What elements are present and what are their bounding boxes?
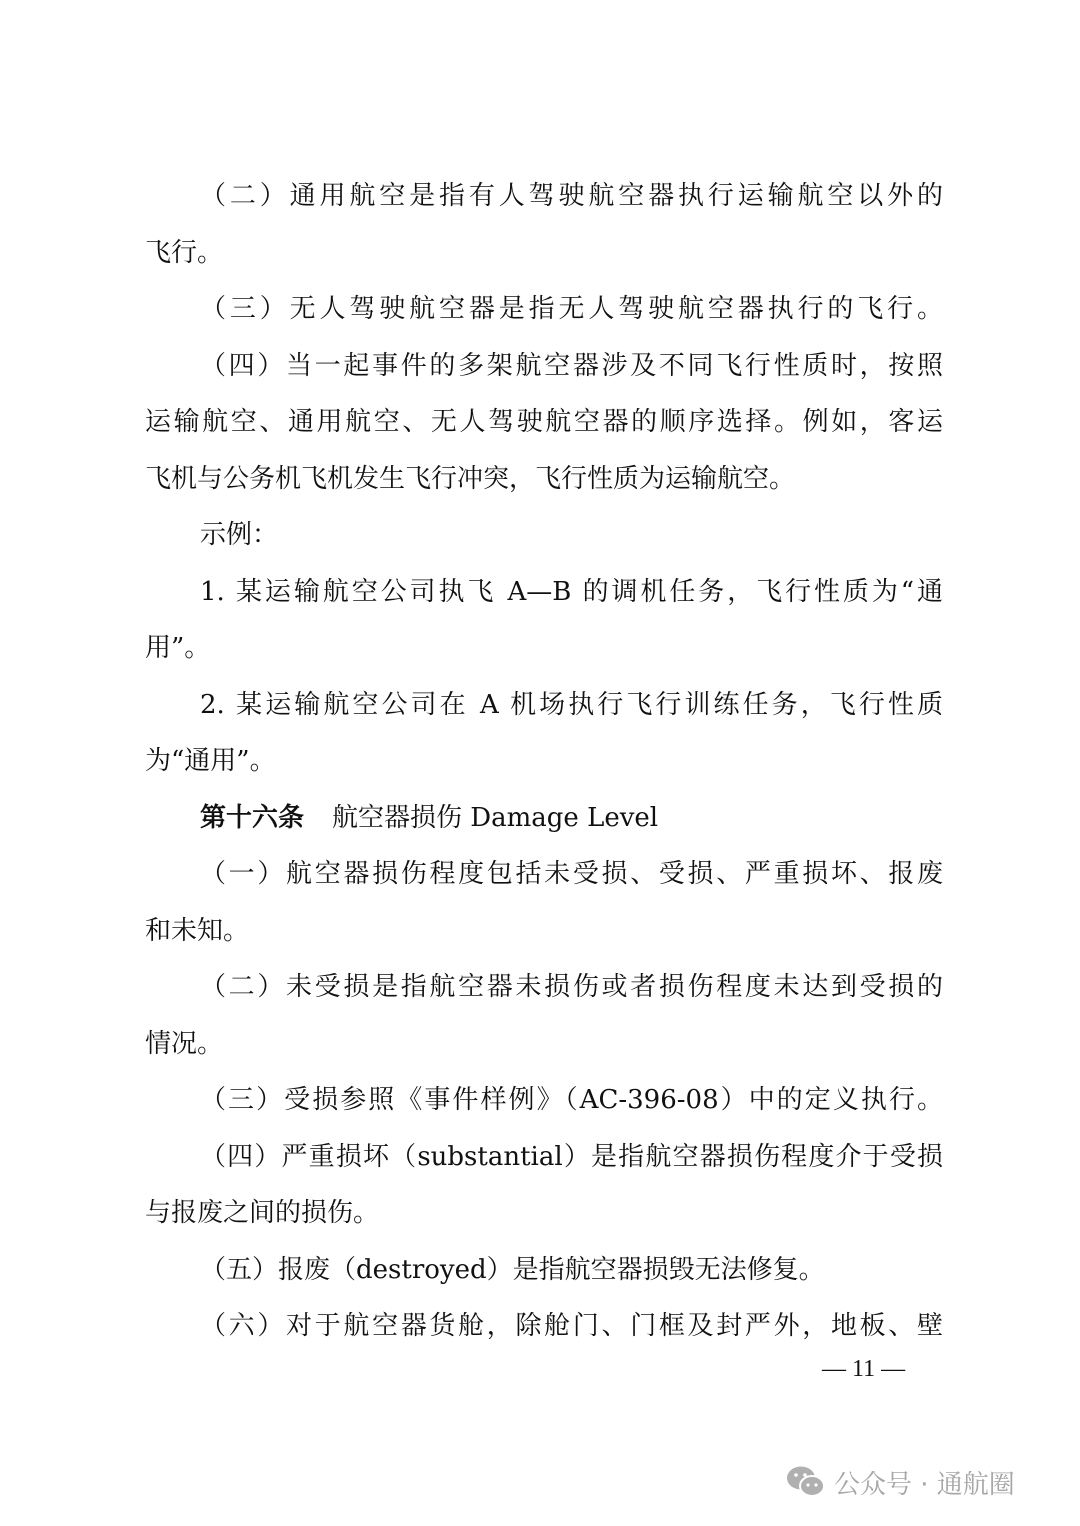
text-line: （六）对于航空器货舱，除舱门、门框及封严外，地板、壁 <box>200 1311 943 1341</box>
text-line: 运输航空、通用航空、无人驾驶航空器的顺序选择。例如，客运 <box>145 407 943 437</box>
wechat-icon <box>786 1465 826 1499</box>
text-line: （二）通用航空是指有人驾驶航空器执行运输航空以外的 <box>200 181 943 211</box>
text-line: 1. 某运输航空公司执飞 A—B 的调机任务，飞行性质为“通 <box>200 576 943 607</box>
text-line: 为“通用”。 <box>145 746 276 776</box>
text-line: 用”。 <box>145 633 211 663</box>
text-line: 与报废之间的损伤。 <box>145 1198 380 1228</box>
text-line: （三）受损参照《事件样例》（AC-396-08）中的定义执行。 <box>200 1085 943 1115</box>
text-line: （三）无人驾驶航空器是指无人驾驶航空器执行的飞行。 <box>200 294 943 324</box>
text-line: 情况。 <box>145 1028 224 1059</box>
text-line: 2. 某运输航空公司在 A 机场执行飞行训练任务，飞行性质 <box>200 689 943 720</box>
text-line: 飞机与公务机飞机发生飞行冲突，飞行性质为运输航空。 <box>145 463 796 494</box>
text-line: （二）未受损是指航空器未损伤或者损伤程度未达到受损的 <box>200 972 943 1002</box>
article-title: 航空器损伤 Damage Level <box>332 802 659 833</box>
text-line: 和未知。 <box>145 915 250 946</box>
article-heading <box>145 798 943 838</box>
text-line: （一）航空器损伤程度包括未受损、受损、严重损坏、报废 <box>200 859 943 889</box>
watermark-text: 公众号 · 通航圈 <box>834 1469 1015 1500</box>
article-number: 第十六条 <box>200 802 305 833</box>
text-line: 飞行。 <box>145 237 224 268</box>
page-number: — 11 — <box>822 1356 906 1382</box>
watermark <box>786 1462 1015 1502</box>
text-line: （四）严重损坏（substantial）是指航空器损伤程度介于受损 <box>200 1141 943 1172</box>
text-line: （五）报废（destroyed）是指航空器损毁无法修复。 <box>200 1254 825 1285</box>
text-line: 示例： <box>200 520 279 550</box>
text-line: （四）当一起事件的多架航空器涉及不同飞行性质时，按照 <box>200 350 943 381</box>
